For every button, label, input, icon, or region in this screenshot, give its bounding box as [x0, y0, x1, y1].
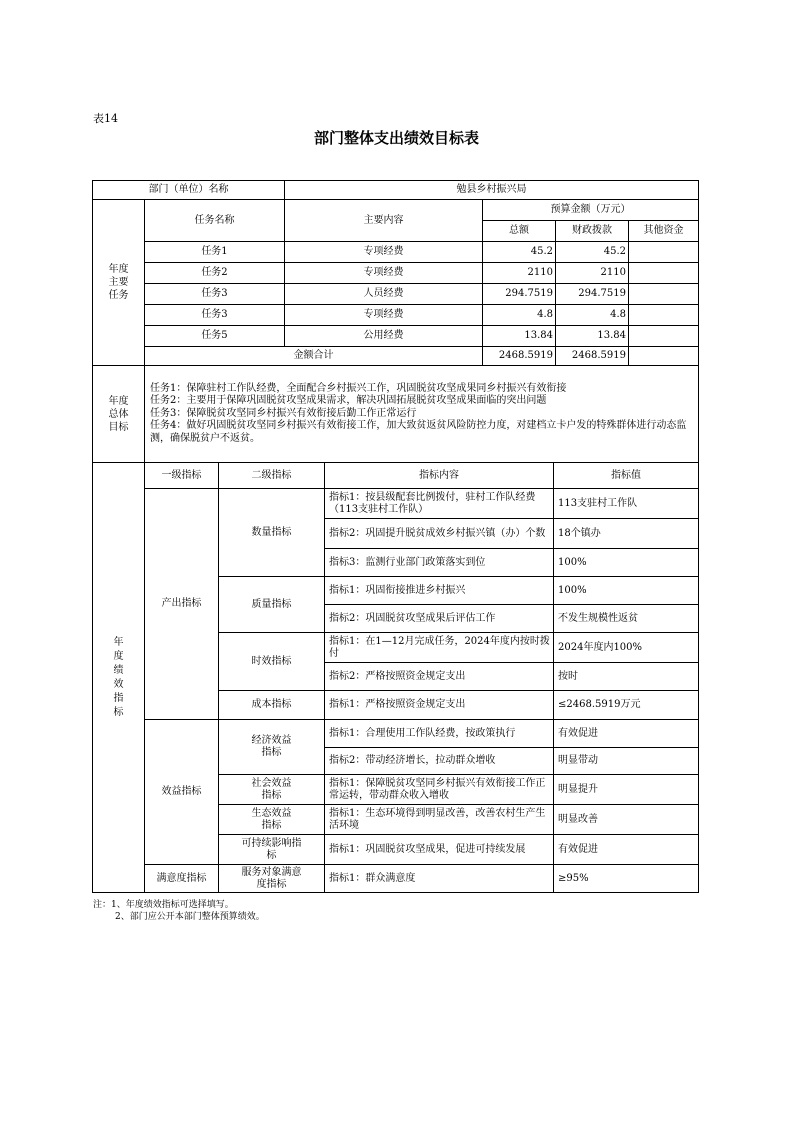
overall-goals-side-label: 年度总体目标 [92, 365, 145, 463]
indicator-value: 明显带动 [553, 747, 699, 775]
level2-economic: 经济效益指标 [218, 719, 325, 775]
indicator-value: 有效促进 [553, 834, 699, 865]
task-content: 专项经费 [284, 304, 483, 326]
level2-social: 社会效益指标 [218, 774, 325, 805]
indicator-value: ≥95% [553, 864, 699, 893]
task-content: 专项经费 [284, 262, 483, 284]
indicator-content: 指标2：巩固脱贫攻坚成果后评估工作 [324, 604, 554, 633]
task-other [628, 241, 699, 263]
level2-quantity: 数量指标 [218, 488, 325, 577]
indicator-content: 指标2：带动经济增长，拉动群众增收 [324, 747, 554, 775]
footnote-line: 2、部门应公开本部门整体预算绩效。 [115, 912, 265, 922]
col-budget-amount: 预算金额（万元） [482, 199, 699, 221]
footnote-line: 注：1、年度绩效指标可选择填写。 [93, 900, 234, 910]
task-content: 专项经费 [284, 241, 483, 263]
indicator-content: 指标3：监测行业部门政策落实到位 [324, 548, 554, 577]
level1-benefit: 效益指标 [144, 719, 219, 865]
col-main-content: 主要内容 [284, 199, 483, 242]
task-content: 人员经费 [284, 283, 483, 305]
task-name: 任务3 [144, 304, 285, 326]
col-task-name: 任务名称 [144, 199, 285, 242]
dept-label: 部门（单位）名称 [92, 180, 285, 200]
indicator-content: 指标1：严格按照资金规定支出 [324, 690, 554, 720]
indicator-value: 按时 [553, 662, 699, 691]
level2-ecological: 生态效益指标 [218, 804, 325, 835]
goal-line: 任务4：做好巩固脱贫攻坚同乡村振兴有效衔接工作，加大致贫返贫风险防控力度，对建档立卡户发的特殊群体进行动态监测，确保脱贫户不返贫。 [150, 420, 687, 444]
task-total: 45.2 [482, 241, 556, 263]
overall-goals-text [144, 365, 699, 463]
task-name: 任务3 [144, 283, 285, 305]
indicator-content: 指标1：巩固脱贫攻坚成果，促进可持续发展 [324, 834, 554, 865]
task-name: 任务5 [144, 325, 285, 347]
indicator-content: 指标1：合理使用工作队经费，按政策执行 [324, 719, 554, 748]
page-title: 部门整体支出绩效目标表 [313, 129, 479, 147]
indicator-value: 113支驻村工作队 [553, 488, 699, 519]
task-total: 4.8 [482, 304, 556, 326]
indicator-value: 明显改善 [553, 804, 699, 835]
task-other [628, 325, 699, 347]
level2-cost: 成本指标 [218, 690, 325, 720]
sum-fiscal: 2468.5919 [555, 346, 629, 366]
sum-other [628, 346, 699, 366]
indicator-value: 100% [553, 548, 699, 577]
indicator-content: 指标1：按县级配套比例拨付，驻村工作队经费（113支驻村工作队） [324, 488, 554, 519]
task-other [628, 304, 699, 326]
task-fiscal: 45.2 [555, 241, 629, 263]
task-content: 公用经费 [284, 325, 483, 347]
task-fiscal: 13.84 [555, 325, 629, 347]
col-total: 总额 [482, 220, 556, 242]
task-name: 任务1 [144, 241, 285, 263]
level2-quality: 质量指标 [218, 576, 325, 633]
footnotes [93, 899, 265, 923]
task-total: 294.7519 [482, 283, 556, 305]
task-fiscal: 294.7519 [555, 283, 629, 305]
indicator-content: 指标1：群众满意度 [324, 864, 554, 893]
col-indicator-value: 指标值 [553, 462, 699, 489]
sum-total: 2468.5919 [482, 346, 556, 366]
indicator-content: 指标1：生态环境得到明显改善，改善农村生产生活环境 [324, 804, 554, 835]
indicator-value: 有效促进 [553, 719, 699, 748]
task-fiscal: 2110 [555, 262, 629, 284]
level2-sustainable: 可持续影响指标 [218, 834, 325, 865]
col-fiscal: 财政拨款 [555, 220, 629, 242]
task-other [628, 283, 699, 305]
task-total: 13.84 [482, 325, 556, 347]
task-total: 2110 [482, 262, 556, 284]
level2-timeliness: 时效指标 [218, 632, 325, 691]
goal-line: 任务2：主要用于保障巩固脱贫攻坚成果需求，解决巩固拓展脱贫攻坚成果面临的突出问题 [150, 395, 547, 407]
indicator-value: 100% [553, 576, 699, 605]
sum-label: 金额合计 [144, 346, 483, 366]
indicator-content: 指标1：保障脱贫攻坚同乡村振兴有效衔接工作正常运转，带动群众收入增收 [324, 774, 554, 805]
dept-value: 勉县乡村振兴局 [284, 180, 699, 200]
indicators-side-label: 年度绩效指标 [92, 462, 145, 893]
indicator-content: 指标2：巩固提升脱贫成效乡村振兴镇（办）个数 [324, 518, 554, 549]
indicator-content: 指标1：巩固衔接推进乡村振兴 [324, 576, 554, 605]
task-fiscal: 4.8 [555, 304, 629, 326]
indicator-content: 指标1：在1—12月完成任务，2024年度内按时拨付 [324, 632, 554, 663]
indicator-value: 不发生规模性返贫 [553, 604, 699, 633]
annual-tasks-side-label: 年度主要任务 [92, 199, 145, 366]
col-indicator-content: 指标内容 [324, 462, 554, 489]
goal-line: 任务1：保障驻村工作队经费，全面配合乡村振兴工作，巩固脱贫攻坚成果同乡村振兴有效衔接 [150, 382, 567, 394]
indicator-value: 明显提升 [553, 774, 699, 805]
goal-line: 任务3：保障脱贫攻坚同乡村振兴有效衔接后勤工作正常运行 [150, 407, 417, 419]
performance-table [92, 180, 699, 893]
indicator-value: 18个镇办 [553, 518, 699, 549]
table-number: 表14 [93, 112, 118, 125]
task-name: 任务2 [144, 262, 285, 284]
indicator-content: 指标2：严格按照资金规定支出 [324, 662, 554, 691]
level1-output: 产出指标 [144, 488, 219, 720]
level1-satisfaction: 满意度指标 [144, 864, 219, 893]
col-level1: 一级指标 [144, 462, 219, 489]
col-level2: 二级指标 [218, 462, 325, 489]
col-other: 其他资金 [628, 220, 699, 242]
indicator-value: 2024年度内100% [553, 632, 699, 663]
indicator-value: ≤2468.5919万元 [553, 690, 699, 720]
task-other [628, 262, 699, 284]
level2-service-satisfaction: 服务对象满意度指标 [218, 864, 325, 893]
